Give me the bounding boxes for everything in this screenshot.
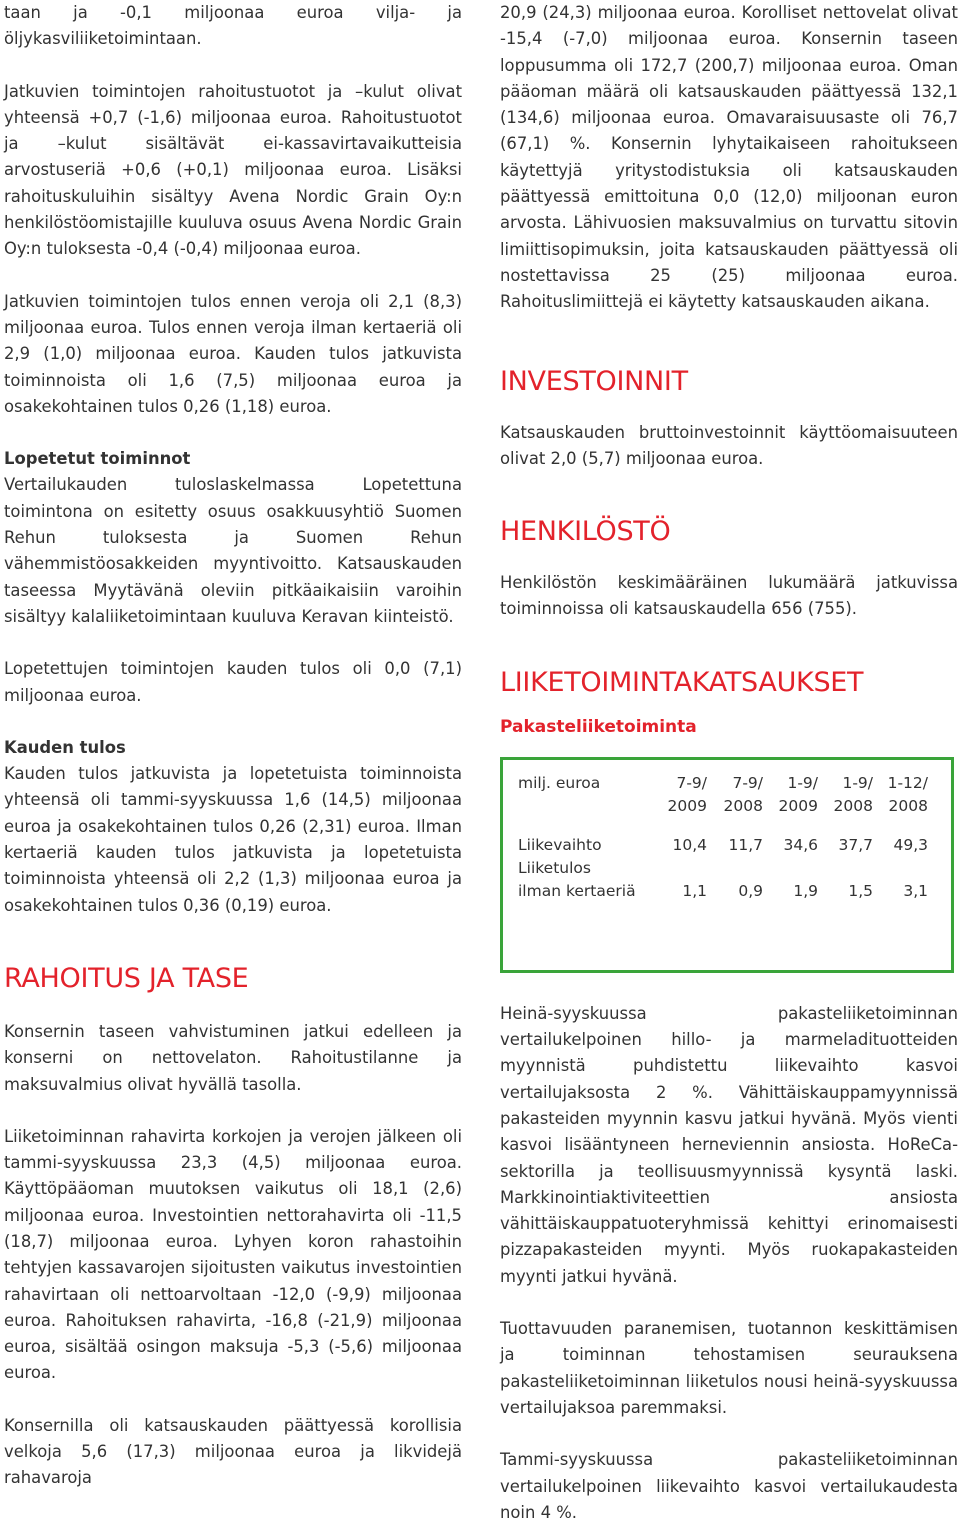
paragraph: Liiketoiminnan rahavirta korkojen ja verojen jälkeen oli tammi-syyskuussa 23,3 (4,5) miljoonaa euroa. Käyttöpääoman muutoksen vaikutus oli 18,1 (2,6) miljoonaa euroa. Investointien nettorahavirta oli -11,5 (18,7) miljoonaa euroa. Lyhyen koron rahastoihin tehtyjen kassavarojen sijoitusten vaikutus investointien rahavirtaan oli nettoarvoltaan -12,0 (-9,9) miljoonaa euroa. Rahoituksen rahavirta, -16,8 (-21,9) miljoonaa euroa, sisältää osingon maksuja -5,3 (-5,6) miljoonaa euroa.	[4, 1126, 462, 1383]
table-cell: 2008	[833, 796, 873, 815]
section-heading-liiketoimintakatsaukset: LIIKETOIMINTAKATSAUKSET	[500, 666, 864, 698]
paragraph: Henkilöstön keskimääräinen lukumäärä jatkuvissa toiminnoissa oli katsauskaudella 656 (755).	[500, 573, 958, 619]
table-cell: Liikevaihto	[518, 835, 602, 854]
table-cell: 1,1	[682, 881, 707, 900]
table-row	[518, 880, 931, 903]
paragraph: Konsernin taseen vahvistuminen jatkui edelleen ja konserni on nettovelaton. Rahoitustilanne ja maksuvalmius olivat hyvällä tasolla.	[4, 1021, 462, 1094]
paragraph: Lopetettujen toimintojen kauden tulos oli 0,0 (7,1) miljoonaa euroa.	[4, 659, 462, 705]
table-cell: 2009	[667, 796, 707, 815]
table-row	[518, 834, 931, 857]
paragraph: Jatkuvien toimintojen rahoitustuotot ja –kulut olivat yhteensä +0,7 (-1,6) miljoonaa euroa. Rahoitustuotot ja –kulut sisältävät ei-kassavirtavaikutteisia arvostuseriä +0,6 (+0,1) miljoonaa euroa. Lisäksi rahoituskuluihin sisältyy Avena Nordic Grain Oy:n henkilöstöomistajille kuuluva osuus Avena Nordic Grain Oy:n tuloksesta -0,4 (-0,4) miljoonaa euroa.	[4, 81, 462, 259]
table-cell: 2009	[778, 796, 818, 815]
table-cell: 1-9/	[842, 773, 873, 792]
paragraph: Tuottavuuden paranemisen, tuotannon keskittämisen ja toiminnan tehostamisen seurauksena pakasteliiketoiminnan liiketulos nousi heinä-syyskuussa vertailujaksoa paremmaksi.	[500, 1319, 958, 1417]
table-cell: 1-12/	[887, 773, 928, 792]
table-header-row	[518, 795, 931, 818]
table-cell: 1-9/	[787, 773, 818, 792]
table-cell: 37,7	[838, 835, 873, 854]
table-cell: ilman kertaeriä	[518, 881, 636, 900]
table-cell: 3,1	[903, 881, 928, 900]
table-cell: 2008	[888, 796, 928, 815]
paragraph: Katsauskauden bruttoinvestoinnit käyttöomaisuuteen olivat 2,0 (5,7) miljoonaa euroa.	[500, 422, 958, 468]
paragraph: Konsernilla oli katsauskauden päättyessä korollisia velkoja 5,6 (17,3) miljoonaa euroa ja likvidejä rahavaroja	[4, 1415, 462, 1488]
table-row	[518, 857, 931, 880]
table-cell: 34,6	[783, 835, 818, 854]
section-heading-rahoitus: RAHOITUS JA TASE	[4, 962, 249, 994]
subheading-pakasteliiketoiminta: Pakasteliiketoiminta	[500, 716, 697, 737]
paragraph: Tammi-syyskuussa pakasteliiketoiminnan vertailukelpoinen liikevaihto kasvoi vertailukaudesta noin 4 %.	[500, 1450, 958, 1522]
table-cell: 49,3	[893, 835, 928, 854]
table-cell: 11,7	[728, 835, 763, 854]
table-cell: 1,5	[848, 881, 873, 900]
table-cell: 2008	[723, 796, 763, 815]
key-figures-table	[500, 757, 954, 973]
paragraph: taan ja -0,1 miljoonaa euroa vilja- ja öljykasviliiketoimintaan.	[4, 3, 462, 49]
paragraph: Heinä-syyskuussa pakasteliiketoiminnan vertailukelpoinen hillo- ja marmeladituotteiden myynnistä puhdistettu liikevaihto kasvoi vertailujaksosta 2 %. Vähittäiskauppamyynnissä pakasteiden myynnin kasvu jatkui hyvänä. Myös vienti kasvoi lisääntyneen herneviennin ansiosta. HoReCa-sektorilla ja teollisuusmyynnissä kysyntä laski. Markkinointiaktiviteettien ansiosta vähittäiskauppatuoteryhmissä kehittyi erinomaisesti pizzapakasteiden myynti. Myös ruokapakasteiden myynti jatkui hyvänä.	[500, 1003, 958, 1286]
section-heading-henkilosto: HENKILÖSTÖ	[500, 516, 671, 548]
left-column	[4, 0, 462, 1492]
table-cell: 0,9	[738, 881, 763, 900]
table-cell: 10,4	[672, 835, 707, 854]
subheading-lopetetut: Lopetetut toiminnot	[4, 449, 191, 469]
table-cell: 7-9/	[732, 773, 763, 792]
paragraph: Kauden tulos jatkuvista ja lopetetuista toiminnoista yhteensä oli tammi-syyskuussa 1,6 (14,5) miljoonaa euroa ja osakekohtainen tulos 0,26 (2,31) euroa. Ilman kertaeriä kauden tulos jatkuvista ja lopetetuista toiminnoista yhteensä oli 2,2 (1,3) miljoonaa euroa ja osakekohtainen tulos 0,36 (0,19) euroa.	[4, 764, 462, 915]
table-cell: 1,9	[793, 881, 818, 900]
right-column	[500, 0, 958, 1526]
paragraph: Vertailukauden tuloslaskelmassa Lopetettuna toimintona on esitetty osuus osakkuusyhtiö Suomen Rehun tuloksesta ja Suomen Rehun vähemmistöosakkeiden myyntivoitto. Katsauskauden taseessa Myytävänä oleviin pitkäaikaisiin varoihin sisältyy kalaliiketoimintaan kuuluva Keravan kiinteistö.	[4, 475, 462, 626]
table-cell: milj. euroa	[518, 773, 601, 792]
paragraph: 20,9 (24,3) miljoonaa euroa. Korolliset nettovelat olivat -15,4 (-7,0) miljoonaa euroa. Konsernin taseen loppusumma oli 172,7 (200,7) miljoonaa euroa. Oman pääoman määrä oli katsauskauden päättyessä 132,1 (134,6) miljoonaa euroa. Omavaraisuusaste oli 76,7 (67,1) %. Konsernin lyhytaikaiseen rahoitukseen käytettyjä yritystodistuksia oli katsauskauden päättyessä emittoituna 0,0 (12,0) miljoonan euron arvosta. Lähivuosien maksuvalmius on turvattu sitovin limiittisopimuksin, joita katsauskauden päättyessä oli nostettavissa 25 (25) miljoonaa euroa. Rahoituslimiittejä ei käytetty katsauskauden aikana.	[500, 3, 958, 312]
table-cell: Liiketulos	[518, 858, 591, 877]
table-header-row	[518, 772, 931, 795]
subheading-kauden-tulos: Kauden tulos	[4, 737, 126, 757]
paragraph: Jatkuvien toimintojen tulos ennen veroja oli 2,1 (8,3) miljoonaa euroa. Tulos ennen veroja ilman kertaeriä oli 2,9 (1,0) miljoonaa euroa. Kauden tulos jatkuvista toiminnoista oli 1,6 (7,5) miljoonaa euroa ja osakekohtainen tulos 0,26 (1,18) euroa.	[4, 291, 462, 416]
section-heading-investoinnit: INVESTOINNIT	[500, 365, 688, 397]
table-cell: 7-9/	[676, 773, 707, 792]
